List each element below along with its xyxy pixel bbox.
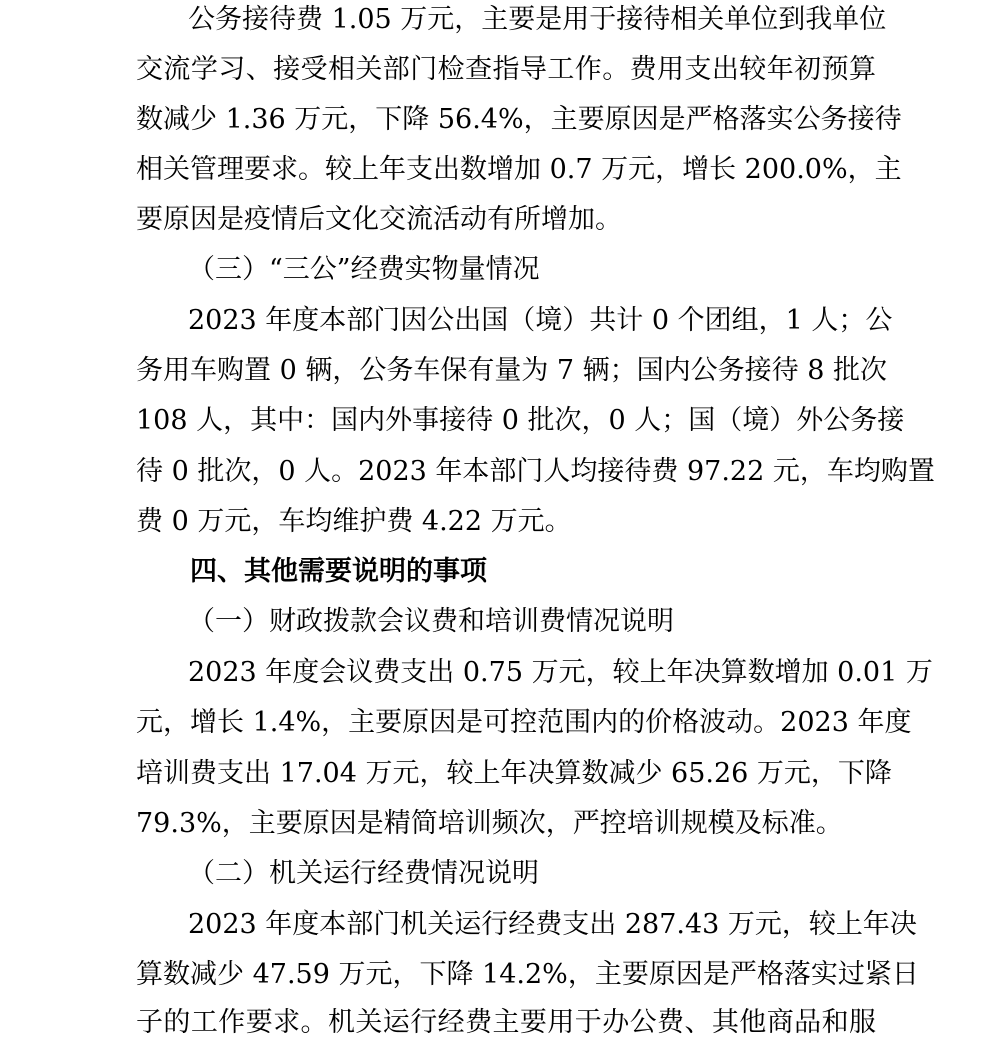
- heading-meeting-training: （一）财政拨款会议费和培训费情况说明: [188, 606, 674, 637]
- reception-paragraph-line-2: 交流学习、接受相关部门检查指导工作。费用支出较年初预算: [136, 54, 876, 85]
- operating-paragraph-line-2: 算数减少 47.59 万元，下降 14.2%，主要原因是严格落实过紧日: [136, 959, 919, 990]
- meeting-paragraph-line-4: 79.3%，主要原因是精简培训频次，严控培训规模及标准。: [136, 808, 843, 839]
- meeting-paragraph-line-3: 培训费支出 17.04 万元，较上年决算数减少 65.26 万元，下降: [136, 758, 892, 789]
- physical-paragraph-line-5: 费 0 万元，车均维护费 4.22 万元。: [136, 506, 572, 537]
- reception-paragraph-line-5: 要原因是疫情后文化交流活动有所增加。: [136, 204, 622, 235]
- heading-operating-expenses: （二）机关运行经费情况说明: [188, 858, 539, 889]
- reception-paragraph-line-3: 数减少 1.36 万元，下降 56.4%，主要原因是严格落实公务接待: [136, 104, 902, 135]
- reception-paragraph-line-4: 相关管理要求。较上年支出数增加 0.7 万元，增长 200.0%，主: [136, 154, 902, 185]
- operating-paragraph-line-3: 子的工作要求。机关运行经费主要用于办公费、其他商品和服: [136, 1007, 876, 1038]
- physical-paragraph-line-4: 待 0 批次，0 人。2023 年本部门人均接待费 97.22 元，车均购置: [136, 456, 935, 487]
- physical-paragraph-line-2: 务用车购置 0 辆，公务车保有量为 7 辆；国内公务接待 8 批次: [136, 355, 888, 386]
- meeting-paragraph-line-2: 元，增长 1.4%，主要原因是可控范围内的价格波动。2023 年度: [136, 707, 912, 738]
- physical-paragraph-line-1: 2023 年度本部门因公出国（境）共计 0 个团组，1 人；公: [188, 305, 893, 336]
- heading-three-public-physical: （三）“三公”经费实物量情况: [188, 254, 540, 285]
- physical-paragraph-line-3: 108 人，其中：国内外事接待 0 批次，0 人；国（境）外公务接: [136, 405, 905, 436]
- meeting-paragraph-line-1: 2023 年度会议费支出 0.75 万元，较上年决算数增加 0.01 万: [188, 657, 933, 688]
- heading-section-four: 四、其他需要说明的事项: [190, 556, 487, 587]
- operating-paragraph-line-1: 2023 年度本部门机关运行经费支出 287.43 万元，较上年决: [188, 909, 917, 940]
- reception-paragraph-line-1: 公务接待费 1.05 万元，主要是用于接待相关单位到我单位: [188, 4, 887, 35]
